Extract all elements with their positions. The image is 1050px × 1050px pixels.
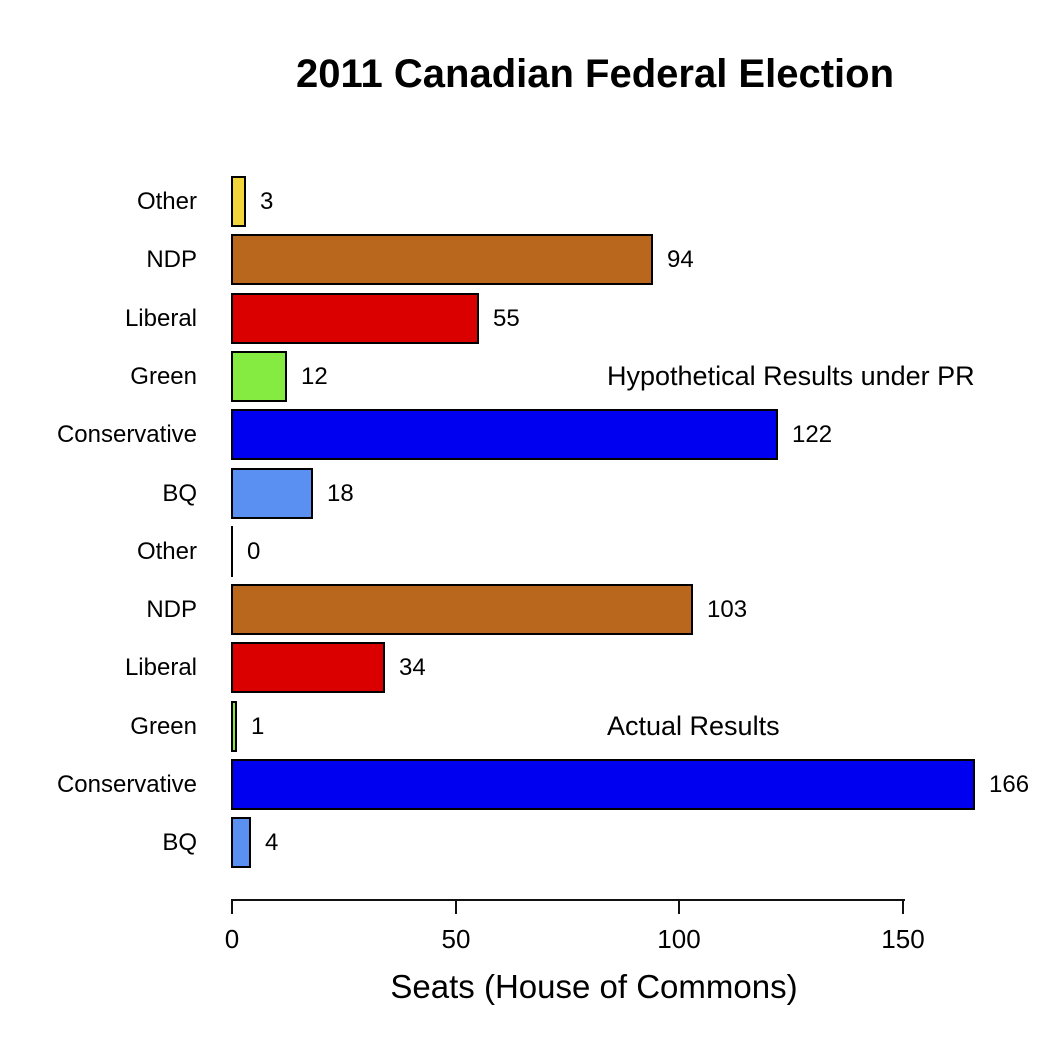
bar-value-label: 166	[989, 771, 1030, 798]
bar-value-label: 122	[792, 421, 833, 448]
bar-label-bq: BQ	[162, 480, 197, 507]
bar-value-label: 103	[707, 596, 748, 623]
bar-other	[231, 526, 233, 577]
x-tick	[678, 901, 680, 914]
chart-title: 2011 Canadian Federal Election	[295, 52, 895, 96]
bar-conservative	[231, 409, 778, 460]
bar-value-label: 34	[399, 654, 426, 681]
bar-green	[231, 701, 237, 752]
bar-ndp	[231, 584, 693, 635]
bar-value-label: 94	[667, 246, 694, 273]
bar-value-label: 4	[265, 829, 279, 856]
bar-label-bq: BQ	[162, 829, 197, 856]
bar-label-conservative: Conservative	[56, 771, 197, 798]
bar-label-liberal: Liberal	[124, 305, 197, 332]
group-annotation: Actual Results	[607, 711, 780, 741]
bar-ndp	[231, 234, 653, 285]
bar-liberal	[231, 642, 385, 693]
bar-label-other: Other	[136, 188, 197, 215]
bar-label-conservative: Conservative	[56, 421, 197, 448]
bar-label-ndp: NDP	[146, 596, 197, 623]
bar-value-label: 0	[247, 538, 261, 565]
bar-label-liberal: Liberal	[124, 654, 197, 681]
bar-liberal	[231, 293, 479, 344]
x-tick-label: 150	[881, 924, 925, 954]
bar-green	[231, 351, 287, 402]
bar-other	[231, 176, 246, 227]
bar-value-label: 3	[260, 188, 274, 215]
x-tick	[455, 901, 457, 914]
bar-label-ndp: NDP	[146, 246, 197, 273]
x-tick-label: 0	[224, 924, 240, 954]
bar-conservative	[231, 759, 975, 810]
bar-value-label: 55	[493, 305, 520, 332]
x-tick	[231, 901, 233, 914]
x-tick-label: 100	[657, 924, 701, 954]
x-tick	[902, 901, 904, 914]
bar-value-label: 1	[251, 713, 265, 740]
bar-value-label: 12	[301, 363, 328, 390]
bar-label-green: Green	[130, 713, 197, 740]
bar-label-other: Other	[136, 538, 197, 565]
x-axis-line	[231, 899, 905, 901]
bar-label-green: Green	[130, 363, 197, 390]
x-tick-label: 50	[441, 924, 471, 954]
x-axis-title: Seats (House of Commons)	[390, 968, 798, 1005]
bar-bq	[231, 817, 251, 868]
bar-bq	[231, 468, 313, 519]
bar-value-label: 18	[327, 480, 354, 507]
group-annotation: Hypothetical Results under PR	[607, 361, 975, 391]
